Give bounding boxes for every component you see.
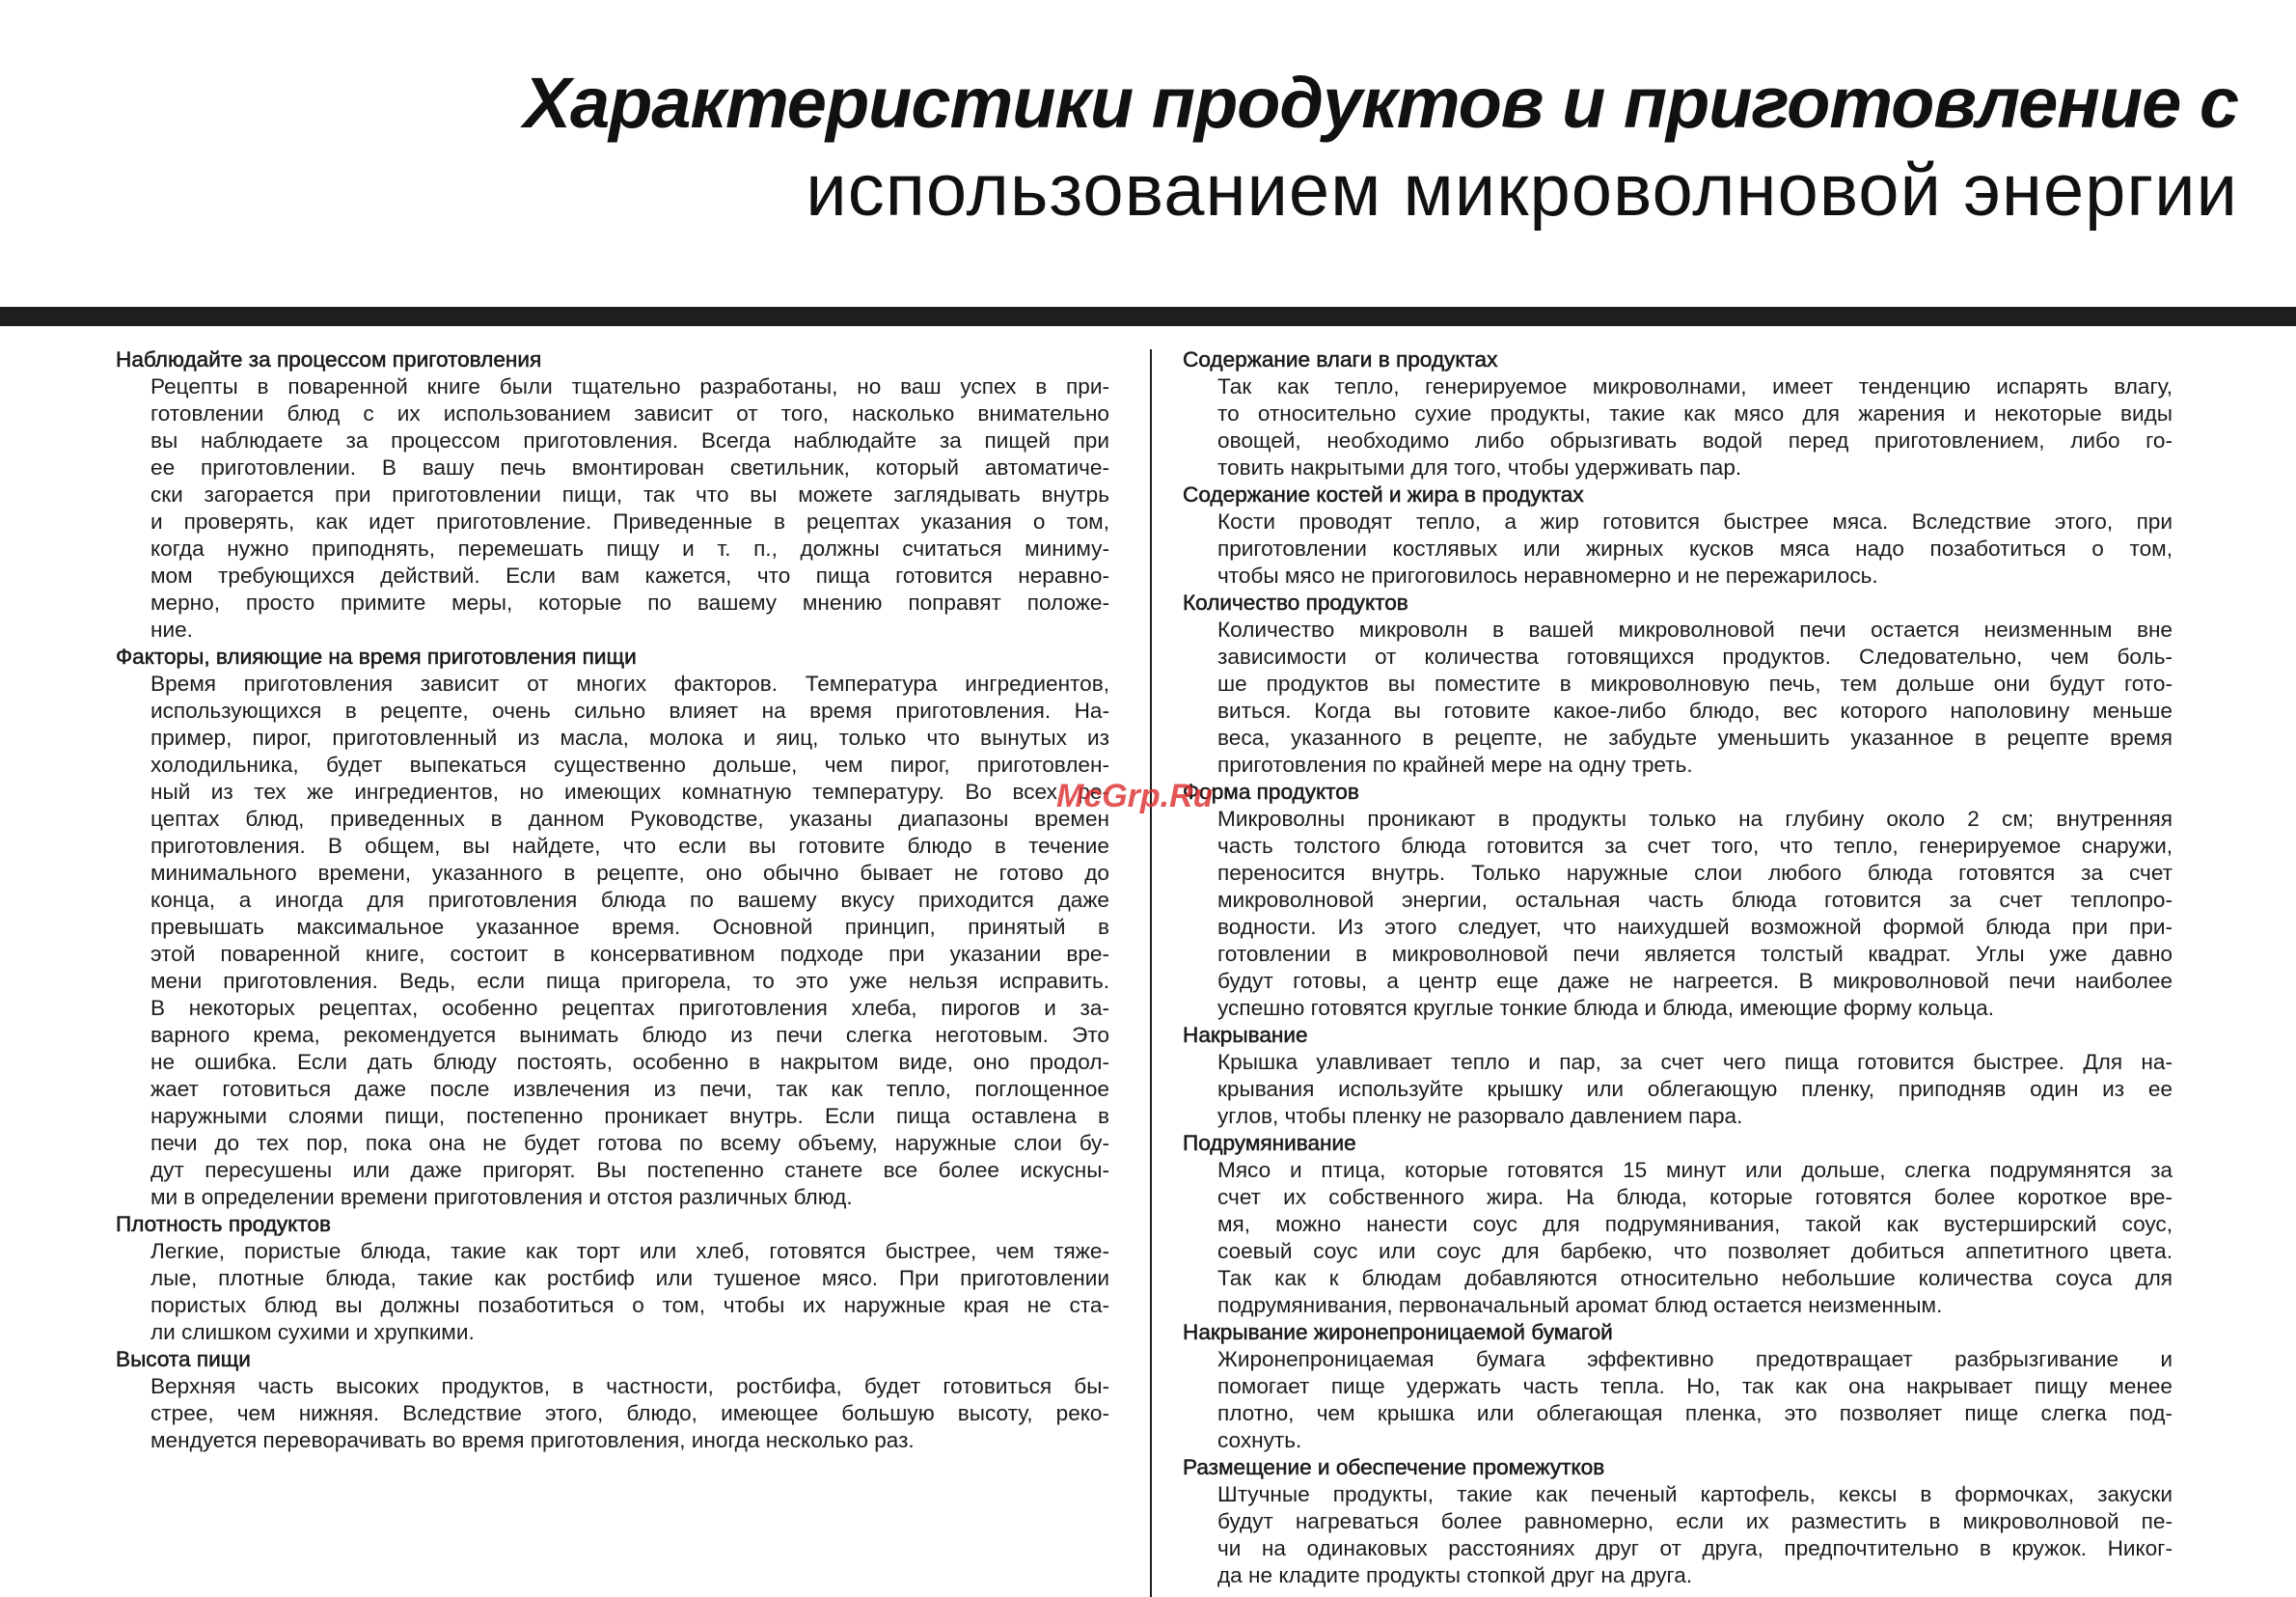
section-body (1183, 1346, 2173, 1454)
text-line: превышать максимальное указанное время. Основной принцип, принятый в (150, 915, 1109, 939)
section (116, 644, 1109, 1211)
text-line: мени приготовления. Ведь, если пища пригорела, то это уже нельзя исправить. (150, 969, 1109, 993)
text-line: водности. Из этого следует, что наихудшей возможной формой блюда при при- (1217, 915, 2173, 939)
section-body (1183, 1481, 2173, 1589)
text-line: переносится внутрь. Только наружные слои любого блюда готовятся за счет (1217, 861, 2173, 885)
text-line: печи до тех пор, пока она не будет готова по всему объему, наружные слои бу- (150, 1131, 1109, 1155)
text-line: ние. (150, 618, 193, 642)
text-line: чтобы мясо не пригоговилось неравномерно и не пережарилось. (1217, 564, 1878, 588)
section (1183, 346, 2173, 482)
text-line: наружными слоями пищи, постепенно проникает внутрь. Если пища оставлена в (150, 1104, 1109, 1128)
section-heading: Плотность продуктов (116, 1212, 331, 1236)
text-line: приготовления. В общем, вы найдете, что если вы готовите блюдо в течение (150, 834, 1109, 858)
watermark: McGrp.Ru (1056, 778, 1214, 814)
left-column (116, 346, 1109, 1454)
text-line: вы наблюдаете за процессом приготовления. Всегда наблюдайте за пищей при (150, 428, 1109, 453)
text-line: В некоторых рецептах, особенно рецептах приготовления хлеба, пирогов и за- (150, 996, 1109, 1020)
section (1183, 590, 2173, 779)
text-line: мерно, просто примите меры, которые по вашему мнению поправят положе- (150, 591, 1109, 615)
text-line: Штучные продукты, такие как печеный картофель, кексы в формочках, закуски (1217, 1482, 2173, 1506)
section-heading: Содержание костей и жира в продуктах (1183, 482, 1584, 507)
text-line: стрее, чем нижняя. Вследствие этого, блюдо, имеющее большую высоту, реко- (150, 1401, 1109, 1425)
text-line: крывания используйте крышку или облегающую пленку, приподняв один из ее (1217, 1077, 2173, 1101)
section (1183, 482, 2173, 590)
text-line: ли слишком сухими и хрупкими. (150, 1320, 475, 1344)
text-line: Рецепты в поваренной книге были тщательно разработаны, но ваш успех в при- (150, 374, 1109, 399)
text-line: углов, чтобы пленку не разорвало давлением пара. (1217, 1104, 1743, 1128)
text-line: ски загорается при приготовлении пищи, так что вы можете заглядывать внутрь (150, 482, 1109, 507)
column-divider (1150, 349, 1152, 1597)
text-line: жает готовиться даже после извлечения из печи, так как тепло, поглощенное (150, 1077, 1109, 1101)
text-line: подрумянивания, первоначальный аромат блюд остается неизменным. (1217, 1293, 1943, 1317)
text-line: виться. Когда вы готовите какое-либо блюдо, вес которого наполовину меньше (1217, 699, 2173, 723)
section-heading: Подрумянивание (1183, 1131, 1356, 1155)
page-title (523, 63, 2238, 232)
text-line: ный из тех же ингредиентов, но имеющих комнатную температуру. Во всех ре- (150, 780, 1109, 804)
text-line: мя, можно нанести соус для подрумянивания, такой как вустерширский соус, (1217, 1212, 2173, 1236)
section-body (116, 373, 1109, 644)
text-line: Микроволны проникают в продукты только на глубину около 2 см; внутренняя (1217, 807, 2173, 831)
text-line: ее приготовлении. В вашу печь вмонтирован светильник, который автоматиче- (150, 455, 1109, 480)
section-body (116, 1238, 1109, 1346)
text-line: использующихся в рецепте, очень сильно влияет на время приготовления. На- (150, 699, 1109, 723)
text-line: сохнуть. (1217, 1428, 1302, 1452)
text-line: холодильника, будет выпекаться существенно дольше, чем пирог, приготовлен- (150, 753, 1109, 777)
text-line: мом требующихся действий. Если вам кажется, что пища готовится неравно- (150, 564, 1109, 588)
section-heading: Количество продуктов (1183, 591, 1408, 615)
text-line: микроволновой энергии, остальная часть блюда готовится за счет теплопро- (1217, 888, 2173, 912)
section (1183, 1319, 2173, 1454)
text-line: будут готовы, а центр еще даже не нагреется. В микроволновой печи наиболее (1217, 969, 2173, 993)
text-line: Время приготовления зависит от многих факторов. Температура ингредиентов, (150, 672, 1109, 696)
text-line: Легкие, пористые блюда, такие как торт или хлеб, готовятся быстрее, чем тяже- (150, 1239, 1109, 1263)
text-line: Жиронепроницаемая бумага эффективно предотвращает разбрызгивание и (1217, 1347, 2173, 1371)
header-rule (0, 307, 2296, 326)
text-line: помогает пище удержать часть тепла. Но, так как она накрывает пищу менее (1217, 1374, 2173, 1398)
section-heading: Факторы, влияющие на время приготовления пищи (116, 645, 637, 669)
text-line: ми в определении времени приготовления и отстоя различных блюд. (150, 1185, 853, 1209)
text-line: когда нужно приподнять, перемешать пищу и т. п., должны считаться миниму- (150, 537, 1109, 561)
section-body (1183, 806, 2173, 1022)
section-body (1183, 1157, 2173, 1319)
text-line: готовлении в микроволновой печи является толстый квадрат. Углы уже давно (1217, 942, 2173, 966)
section-body (116, 671, 1109, 1211)
text-line: конца, а иногда для приготовления блюда по вашему вкусу приходится даже (150, 888, 1109, 912)
text-line: Верхняя часть высоких продуктов, в частности, ростбифа, будет готовиться бы- (150, 1374, 1109, 1398)
text-line: цептах блюд, приведенных в данном Руководстве, указаны диапазоны времен (150, 807, 1109, 831)
text-line: этой поваренной книге, состоит в консервативном подходе при указании вре- (150, 942, 1109, 966)
text-line: и проверять, как идет приготовление. Приведенные в рецептах указания о том, (150, 509, 1109, 534)
text-line: минимального времени, указанного в рецепте, оно обычно бывает не готово до (150, 861, 1109, 885)
section-heading: Накрывание (1183, 1023, 1308, 1047)
text-line: соевый соус или соус для барбекю, что позволяет добиться аппетитного цвета. (1217, 1239, 2173, 1263)
text-line: Так как к блюдам добавляются относительно небольшие количества соуса для (1217, 1266, 2173, 1290)
text-line: чи на одинаковых расстояниях друг от друга, предпочтительно в кружок. Никог- (1217, 1536, 2173, 1560)
section-heading: Накрывание жиронепроницаемой бумагой (1183, 1320, 1613, 1344)
section-heading: Содержание влаги в продуктах (1183, 347, 1498, 372)
section (1183, 779, 2173, 1022)
text-line: плотно, чем крышка или облегающая пленка, это позволяет пище слегка под- (1217, 1401, 2173, 1425)
section (116, 1211, 1109, 1346)
text-line: приготовлении костлявых или жирных кусков мяса надо позаботиться о том, (1217, 537, 2173, 561)
section-body (1183, 509, 2173, 590)
text-line: будут нагреваться более равномерно, если их разместить в микроволновой пе- (1217, 1509, 2173, 1533)
section-body (1183, 617, 2173, 779)
section (1183, 1130, 2173, 1319)
text-line: то относительно сухие продукты, такие как мясо для жарения и некоторые виды (1217, 401, 2173, 426)
text-line: дут пересушены или даже пригорят. Вы постепенно станете все более искусны- (150, 1158, 1109, 1182)
text-line: готовлении блюд с их использованием зависит от того, насколько внимательно (150, 401, 1109, 426)
text-line: ше продуктов вы поместите в микроволновую печь, тем дольше они будут гото- (1217, 672, 2173, 696)
text-line: пример, пирог, приготовленный из масла, молока и яиц, только что вынутых из (150, 726, 1109, 750)
text-line: Крышка улавливает тепло и пар, за счет чего пища готовится быстрее. Для на- (1217, 1050, 2173, 1074)
text-line: часть толстого блюда готовится за счет того, что тепло, генерируемое снаружи, (1217, 834, 2173, 858)
section-body (1183, 1049, 2173, 1130)
text-line: не ошибка. Если дать блюду постоять, особенно в накрытом виде, оно продол- (150, 1050, 1109, 1074)
text-line: лые, плотные блюда, такие как ростбиф или тушеное мясо. При приготовлении (150, 1266, 1109, 1290)
text-line: веса, указанного в рецепте, не забудьте уменьшить указанное в рецепте время (1217, 726, 2173, 750)
text-line: зависимости от количества готовящихся продуктов. Следовательно, чем боль- (1217, 645, 2173, 669)
title-line-1: Характеристики продуктов и приготовление с (523, 63, 2238, 143)
right-column (1183, 346, 2173, 1589)
text-line: Кости проводят тепло, а жир готовится быстрее мяса. Вследствие этого, при (1217, 509, 2173, 534)
section (116, 346, 1109, 644)
section-heading: Высота пищи (116, 1347, 251, 1371)
text-line: Мясо и птица, которые готовятся 15 минут или дольше, слегка подрумянятся за (1217, 1158, 2173, 1182)
title-line-2: использованием микроволновой энергии (806, 150, 2238, 232)
section (1183, 1022, 2173, 1130)
section (116, 1346, 1109, 1454)
section-body (1183, 373, 2173, 482)
text-line: да не кладите продукты стопкой друг на друга. (1217, 1563, 1693, 1587)
text-line: варного крема, рекомендуется вынимать блюдо из печи слегка неготовым. Это (150, 1023, 1109, 1047)
text-line: приготовления по крайней мере на одну треть. (1217, 753, 1693, 777)
text-line: Количество микроволн в вашей микроволновой печи остается неизменным вне (1217, 618, 2173, 642)
text-line: овощей, необходимо либо обрызгивать водой перед приготовлением, либо го- (1217, 428, 2173, 453)
section-body (116, 1373, 1109, 1454)
text-line: мендуется переворачивать во время приготовления, иногда несколько раз. (150, 1428, 915, 1452)
section-heading: Форма продуктов (1183, 780, 1359, 804)
text-line: счет их собственного жира. На блюда, которые готовятся более короткое вре- (1217, 1185, 2173, 1209)
text-line: пористых блюд вы должны позаботиться о том, чтобы их наружные края не ста- (150, 1293, 1109, 1317)
text-line: товить накрытыми для того, чтобы удерживать пар. (1217, 455, 1742, 480)
section-heading: Размещение и обеспечение промежутков (1183, 1455, 1605, 1479)
section (1183, 1454, 2173, 1589)
text-line: Так как тепло, генерируемое микроволнами, имеет тенденцию испарять влагу, (1217, 374, 2173, 399)
section-heading: Наблюдайте за процессом приготовления (116, 347, 542, 372)
text-line: успешно готовятся круглые тонкие блюда и блюда, имеющие форму кольца. (1217, 996, 1995, 1020)
